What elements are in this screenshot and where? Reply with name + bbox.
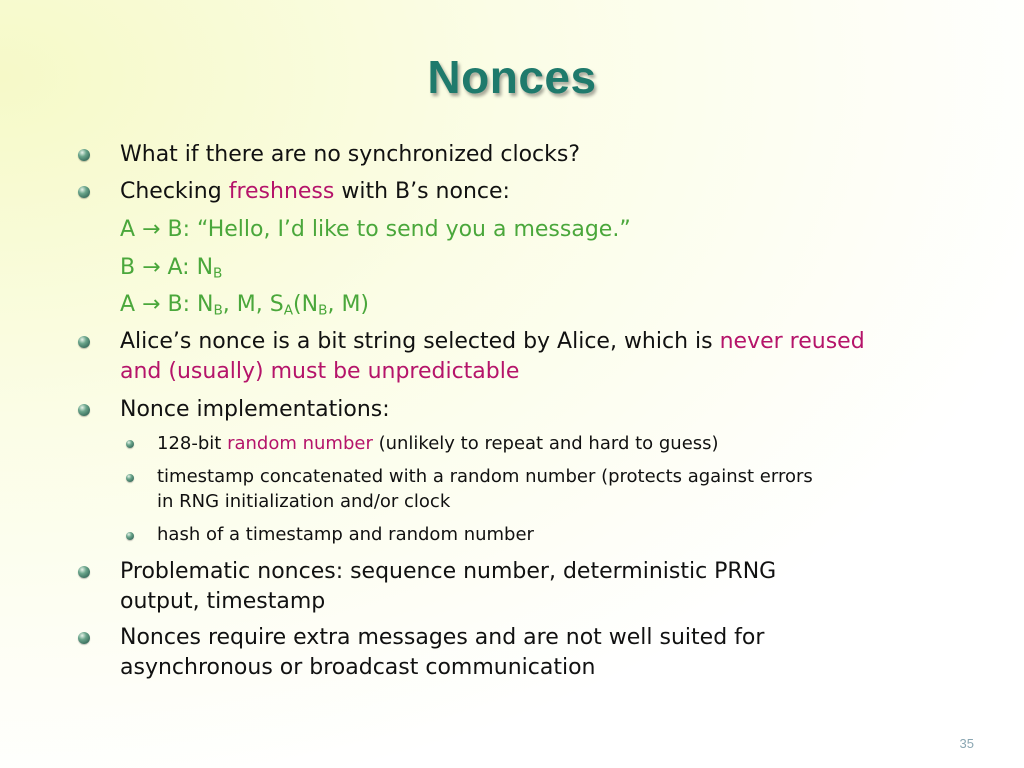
subscript: B: [213, 265, 223, 282]
bullet-3-line-1: [120, 326, 865, 357]
sub-bullet-2-line-1: timestamp concatenated with a random number (protects against errors: [157, 466, 813, 487]
bullet-icon: [78, 632, 90, 644]
sub-bullet-1-pre: 128-bit: [157, 433, 228, 454]
sub-bullet-2-line-2: in RNG initialization and/or clock: [157, 491, 451, 512]
sub-bullet-icon: [126, 440, 134, 448]
protocol-step-3-part-c: (N: [293, 292, 319, 317]
sub-bullet-3: hash of a timestamp and random number: [157, 524, 534, 545]
subscript: B: [213, 302, 223, 319]
bullet-3-line-2: and (usually) must be unpredictable: [120, 359, 520, 384]
sub-bullet-1: [157, 432, 719, 456]
bullet-2-text: [120, 176, 510, 207]
bullet-6-line-1: Nonces require extra messages and are not well suited for: [120, 625, 765, 650]
protocol-step-3-part-d: , M): [327, 292, 370, 317]
bullet-6-line-2: asynchronous or broadcast communication: [120, 655, 596, 680]
bullet-icon: [78, 404, 90, 416]
never-reused-highlight: never reused: [719, 329, 865, 354]
freshness-highlight: freshness: [228, 179, 335, 204]
page-number: 35: [959, 736, 974, 751]
protocol-step-2: [120, 252, 222, 289]
subscript: B: [318, 302, 328, 319]
protocol-step-2-text: B → A: N: [120, 255, 214, 280]
bullet-5-line-2: output, timestamp: [120, 589, 326, 614]
bullet-4-text: Nonce implementations:: [120, 397, 390, 422]
bullet-icon: [78, 566, 90, 578]
bullet-3-pre: Alice’s nonce is a bit string selected by Alice, which is: [120, 329, 720, 354]
bullet-icon: [78, 186, 90, 198]
sub-bullet-1-post: (unlikely to repeat and hard to guess): [372, 433, 719, 454]
protocol-step-3-part-a: A → B: N: [120, 292, 214, 317]
protocol-step-1: A → B: “Hello, I’d like to send you a message.”: [120, 217, 631, 242]
bullet-1-text: What if there are no synchronized clocks?: [120, 142, 581, 167]
protocol-step-3: [120, 289, 369, 326]
sub-bullet-icon: [126, 532, 134, 540]
bullet-2-pre: Checking: [120, 179, 229, 204]
slide-title: Nonces: [427, 51, 597, 103]
random-number-highlight: random number: [227, 433, 373, 454]
protocol-step-3-part-b: , M, S: [222, 292, 284, 317]
bullet-icon: [78, 336, 90, 348]
sub-bullet-icon: [126, 474, 134, 482]
bullet-5-line-1: Problematic nonces: sequence number, deterministic PRNG: [120, 559, 777, 584]
bullet-2-post: with B’s nonce:: [334, 179, 510, 204]
subscript: A: [283, 302, 294, 319]
bullet-icon: [78, 149, 90, 161]
